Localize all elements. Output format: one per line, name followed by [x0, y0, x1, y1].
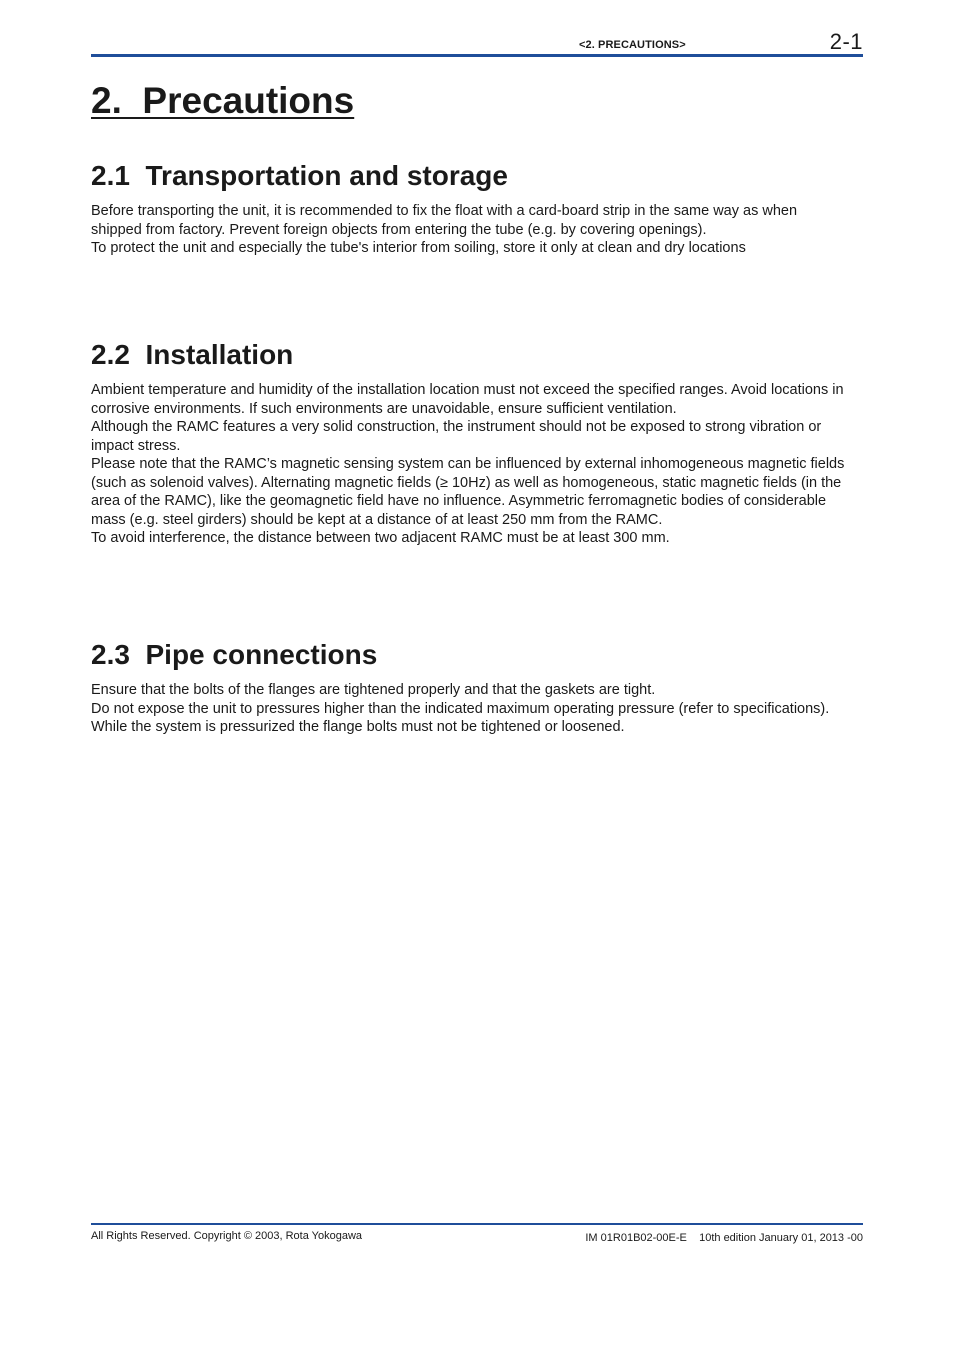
- section-title-installation: 2.2 Installation: [91, 339, 294, 370]
- section-body-transportation: [91, 202, 851, 258]
- paragraph: Ensure that the bolts of the flanges are tightened properly and that the gaskets are tight.: [91, 682, 656, 698]
- paragraph: To protect the unit and especially the tube's interior from soiling, store it only at clean and dry locations: [91, 240, 746, 256]
- paragraph: Before transporting the unit, it is recommended to fix the float with a card-board strip in the same way as when shipped from factory. Prevent foreign objects from entering the tube (e.g. by covering openings).: [91, 203, 798, 238]
- paragraph: Do not expose the unit to pressures higher than the indicated maximum operating pressure (refer to specifications).: [91, 700, 830, 717]
- chapter-title: 2. Precautions: [91, 80, 355, 121]
- header-divider: [91, 54, 863, 57]
- section-title-pipe-connections: 2.3 Pipe connections: [91, 639, 378, 670]
- paragraph: Ambient temperature and humidity of the installation location must not exceed the specified ranges. Avoid locations in corrosive environments. If such environments are unavoidable, ensure sufficient ventilation.: [91, 382, 844, 417]
- paragraph: To avoid interference, the distance between two adjacent RAMC must be at least 300 mm.: [91, 530, 670, 546]
- section-body-pipe-connections: [91, 681, 851, 737]
- header-section-label: <2. PRECAUTIONS>: [579, 39, 686, 51]
- section-title-transportation: 2.1 Transportation and storage: [91, 160, 508, 191]
- page-number: 2-1: [829, 29, 863, 54]
- paragraph: While the system is pressurized the flange bolts must not be tightened or loosened.: [91, 719, 625, 735]
- paragraph: Please note that the RAMC’s magnetic sensing system can be influenced by external inhomogeneous magnetic fields (such as solenoid valves). Alternating magnetic fields (≥ 10Hz) as well as homogeneous, static magnetic fields (in the area of the RAMC), like the geomagnetic field have no influence. Asymmetric ferromagnetic bodies of considerable mass (e.g. steel girders) should be kept at a distance of at least 250 mm from the RAMC.: [91, 456, 845, 528]
- paragraph: Although the RAMC features a very solid construction, the instrument should not be exposed to strong vibration or impact stress.: [91, 419, 822, 454]
- footer-copyright: All Rights Reserved. Copyright © 2003, Rota Yokogawa: [91, 1230, 363, 1242]
- section-body-installation: [91, 381, 851, 548]
- footer-document-info: IM 01R01B02-00E-E 10th edition January 01, 2013 -00: [585, 1232, 863, 1244]
- footer-divider: [91, 1223, 863, 1225]
